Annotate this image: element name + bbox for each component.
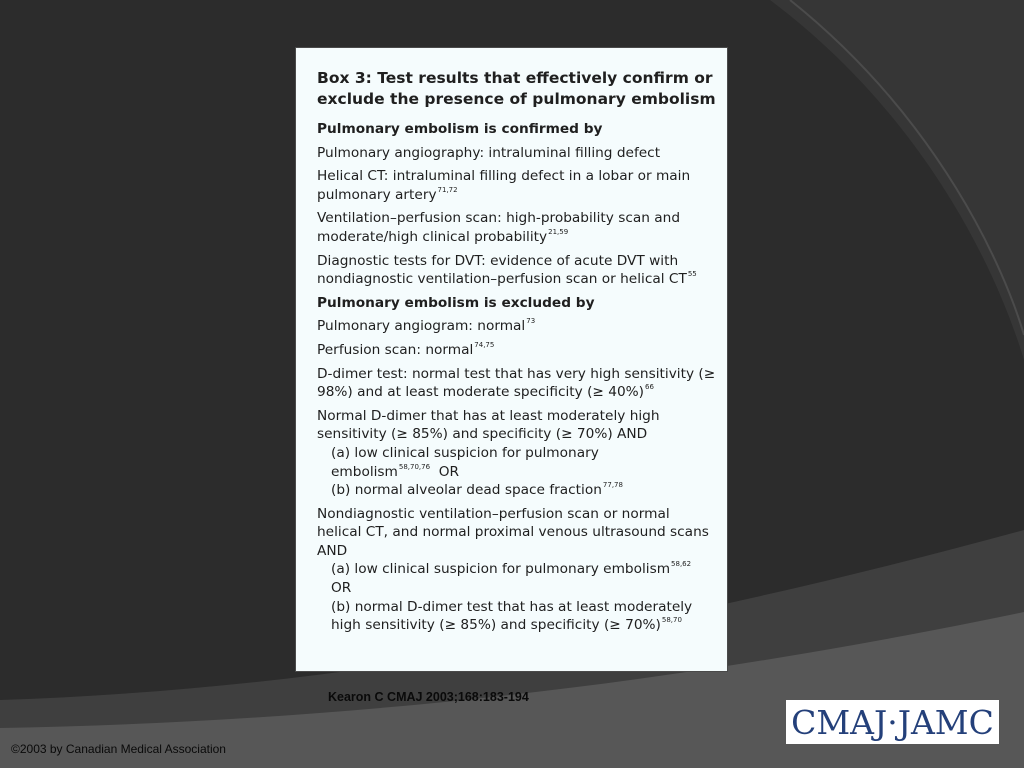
- confirmed-item: [317, 167, 717, 204]
- vq-text: Nondiagnostic ventilation–perfusion scan or normal helical CT, and normal proximal venous ultrasound scans AND: [317, 505, 709, 559]
- excluded-item: [317, 365, 717, 402]
- excluded-item-ref: 73: [526, 317, 536, 326]
- excluded-item: [317, 317, 717, 336]
- ddimer-option-a-text: (a) low clinical suspicion for pulmonary embolism: [331, 444, 599, 480]
- ddimer-text: Normal D-dimer that has at least moderately high sensitivity (≥ 85%) and specificity (≥ 70%) AND: [317, 407, 660, 443]
- citation: Kearon C CMAJ 2003;168:183-194: [328, 690, 529, 704]
- excluded-item-ref: 74,75: [474, 340, 495, 349]
- confirmed-item-text: Diagnostic tests for DVT: evidence of acute DVT with nondiagnostic ventilation–perfusion scan or helical CT: [317, 252, 687, 288]
- vq-option-a: [317, 560, 717, 579]
- ddimer-option-a: [317, 444, 717, 481]
- ddimer-option-b: [317, 481, 717, 500]
- vq-option-a-text: (a) low clinical suspicion for pulmonary embolism: [331, 561, 671, 578]
- vq-option-b: [317, 598, 717, 635]
- ddimer-or: OR: [438, 463, 460, 480]
- confirmed-item: [317, 144, 717, 163]
- excluded-item-ref: 66: [645, 383, 654, 392]
- cmaj-jamc-logo: CMAJ·JAMC: [786, 700, 999, 744]
- excluded-item-text: Pulmonary angiogram: normal: [317, 318, 526, 335]
- excluded-item: [317, 341, 717, 360]
- confirmed-item-text: Helical CT: intraluminal filling defect in a lobar or main pulmonary artery: [317, 168, 691, 203]
- excluded-list: [317, 317, 717, 401]
- confirmed-item-ref: 21,59: [548, 227, 569, 236]
- confirmed-item-text: Pulmonary angiography: intraluminal filling defect: [317, 144, 661, 161]
- confirmed-item-text: Ventilation–perfusion scan: high-probability scan and moderate/high clinical probability: [317, 210, 681, 245]
- vq-option-b-ref: 58,70: [661, 616, 682, 625]
- ddimer-option-b-text: (b) normal alveolar dead space fraction: [331, 482, 602, 499]
- confirmed-item: [317, 209, 717, 246]
- vq-criterion: [317, 505, 717, 635]
- excluded-heading: Pulmonary embolism is excluded by: [317, 294, 595, 311]
- evidence-box: [295, 47, 728, 672]
- confirmed-list: [317, 144, 717, 289]
- vq-option-a-ref: 58,62: [671, 560, 692, 569]
- confirmed-item-ref: 55: [687, 270, 697, 279]
- ddimer-option-b-ref: 77,78: [602, 481, 623, 490]
- vq-option-b-text: (b) normal D-dimer test that has at least moderately high sensitivity (≥ 85%) and specificity (≥ 70%): [331, 598, 693, 634]
- excluded-item-text: D-dimer test: normal test that has very high sensitivity (≥ 98%) and at least moderate specificity (≥ 40%): [317, 365, 716, 401]
- ddimer-option-a-ref: 58,70,76: [398, 462, 431, 471]
- confirmed-item-ref: 71,72: [437, 185, 458, 194]
- confirmed-item: [317, 252, 717, 289]
- copyright: ©2003 by Canadian Medical Association: [11, 742, 226, 756]
- box-title: Box 3: Test results that effectively confirm or exclude the presence of pulmonary embolism: [317, 69, 716, 108]
- vq-or: OR: [331, 580, 352, 597]
- excluded-item-text: Perfusion scan: normal: [317, 341, 474, 358]
- ddimer-criterion: [317, 407, 717, 500]
- confirmed-heading: Pulmonary embolism is confirmed by: [317, 121, 603, 137]
